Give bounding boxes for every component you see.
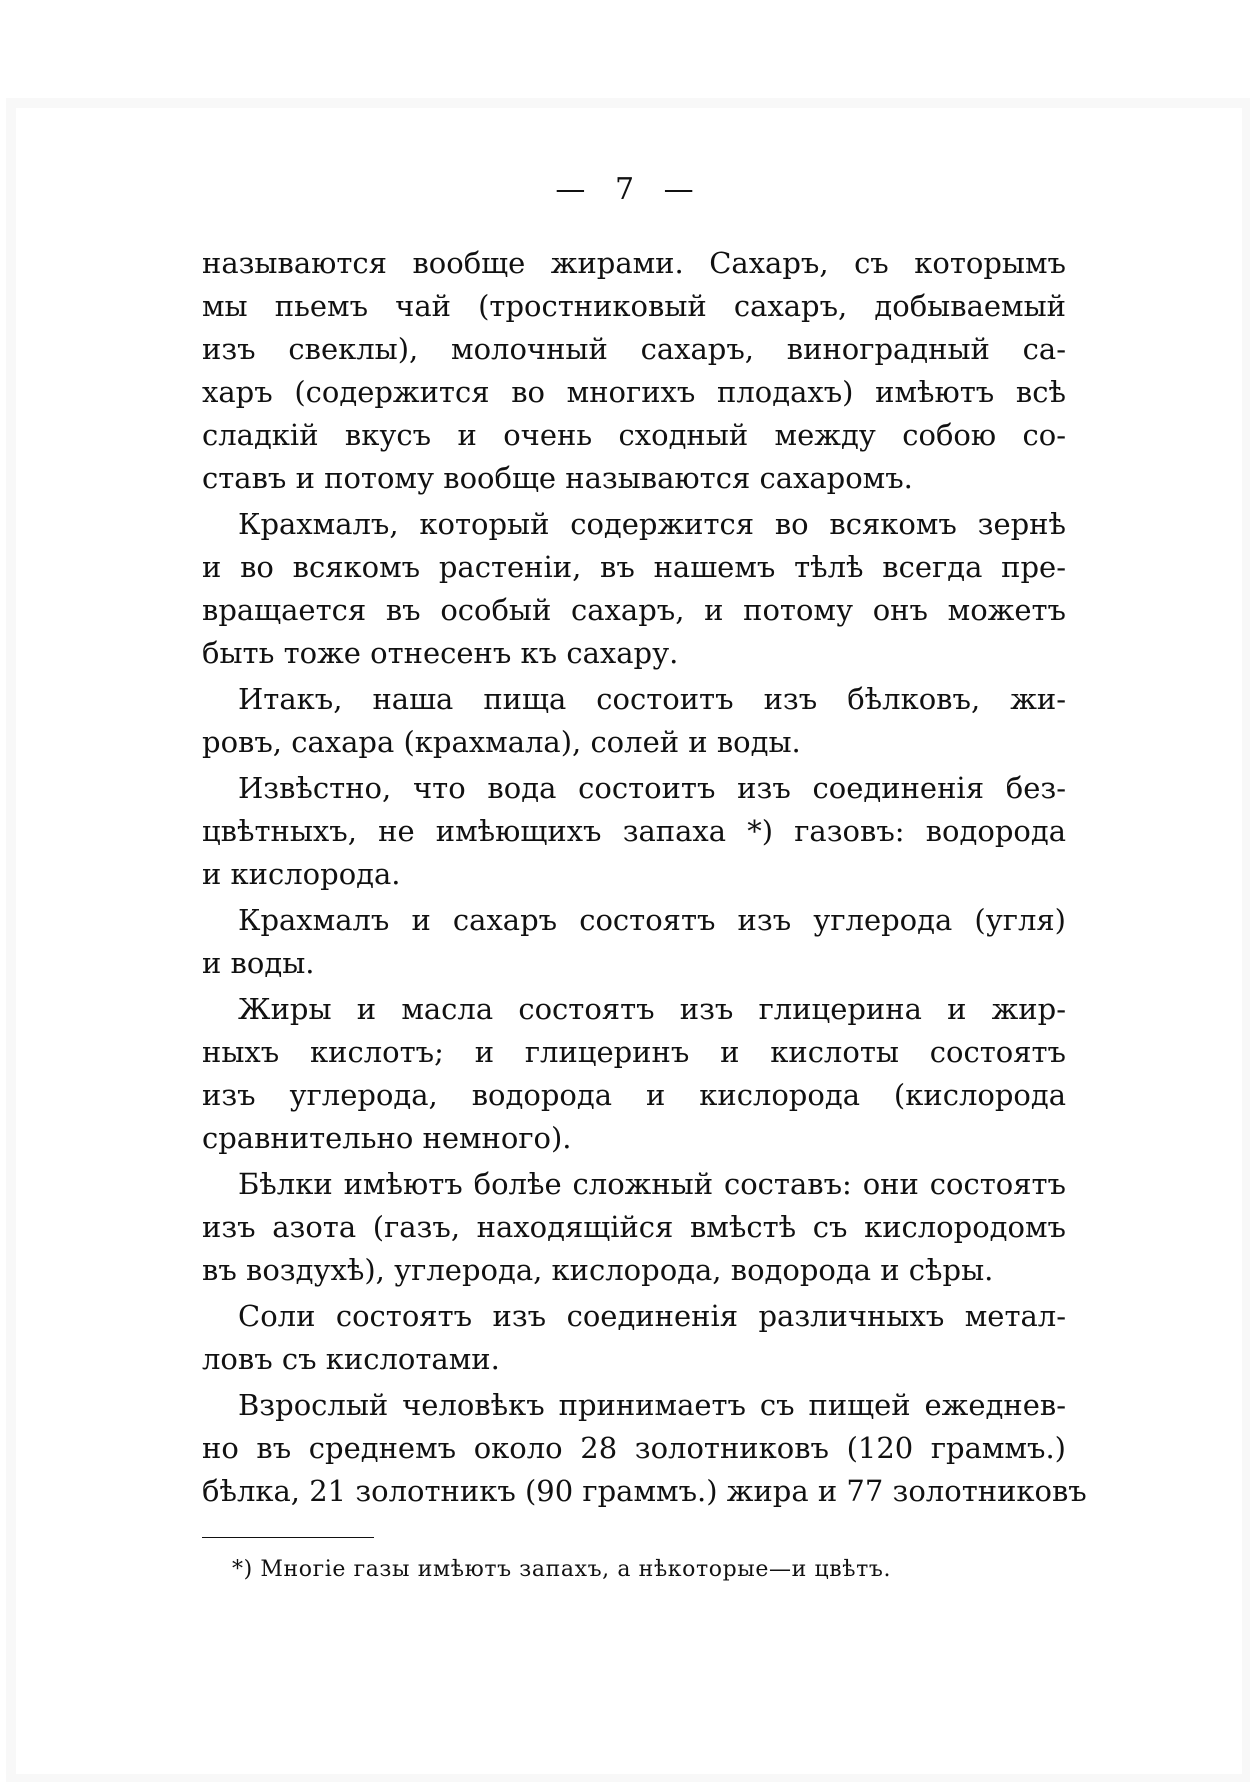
text-line: Итакъ, наша пища состоитъ изъ бѣлковъ, жи- [238, 682, 1066, 716]
text-line: ловъ съ кислотами. [202, 1342, 500, 1376]
text-line: Соли состоятъ изъ соединенія различныхъ метал- [238, 1299, 1066, 1333]
text-line: Крахмалъ, который содержится во всякомъ зернѣ [238, 507, 1066, 541]
text-line: ныхъ кислотъ; и глицеринъ и кислоты состоятъ [202, 1035, 1066, 1069]
text-line: мы пьемъ чай (тростниковый сахаръ, добываемый [202, 289, 1066, 323]
text-line: сладкій вкусъ и очень сходный между собою со- [202, 418, 1066, 452]
text-line: быть тоже отнесенъ къ сахару. [202, 636, 679, 670]
text-line: въ воздухѣ), углерода, кислорода, водорода и сѣры. [202, 1253, 994, 1287]
footnote: *) Многіе газы имѣютъ запахъ, а нѣкоторые—и цвѣтъ. [232, 1557, 892, 1582]
paragraph [202, 1384, 1087, 1513]
body-text [202, 242, 1087, 1513]
paragraph [202, 678, 1066, 764]
text-line: Взрослый человѣкъ принимаетъ съ пищей ежеднев- [238, 1388, 1066, 1422]
text-line: ставъ и потому вообще называются сахаромъ. [202, 461, 913, 495]
paragraph [202, 899, 1066, 985]
paragraph [202, 1163, 1066, 1292]
paragraph [202, 242, 1066, 500]
footnote-divider [202, 1537, 374, 1538]
text-line: но въ среднемъ около 28 золотниковъ (120 граммъ.) [202, 1431, 1066, 1465]
paragraph [202, 503, 1066, 675]
text-line: Жиры и масла состоятъ изъ глицерина и жир- [238, 992, 1066, 1026]
text-line: и во всякомъ растеніи, въ нашемъ тѣлѣ всегда пре- [202, 550, 1066, 584]
page-number: — 7 — [555, 172, 704, 207]
paragraph [202, 1295, 1066, 1381]
text-line: бѣлка, 21 золотникъ (90 граммъ.) жира и 77 золотниковъ [202, 1474, 1087, 1508]
text-line: харъ (содержится во многихъ плодахъ) имѣютъ всѣ [202, 375, 1066, 409]
text-line: сравнительно немного). [202, 1121, 572, 1155]
text-line: изъ свеклы), молочный сахаръ, виноградный са- [202, 332, 1066, 366]
text-line: и кислорода. [202, 857, 401, 891]
text-line: цвѣтныхъ, не имѣющихъ запаха *) газовъ: водорода [202, 814, 1066, 848]
text-line: вращается въ особый сахаръ, и потому онъ можетъ [202, 593, 1066, 627]
text-line: изъ углерода, водорода и кислорода (кислорода [202, 1078, 1066, 1112]
paragraph [202, 767, 1066, 896]
text-line: Бѣлки имѣютъ болѣе сложный составъ: они состоятъ [238, 1167, 1066, 1201]
text-line: изъ азота (газъ, находящійся вмѣстѣ съ кислородомъ [202, 1210, 1066, 1244]
paragraph [202, 988, 1066, 1160]
text-line: называются вообще жирами. Сахаръ, съ которымъ [202, 246, 1066, 280]
text-line: и воды. [202, 946, 315, 980]
text-line: Крахмалъ и сахаръ состоятъ изъ углерода (угля) [238, 903, 1066, 937]
text-line: ровъ, сахара (крахмала), солей и воды. [202, 725, 801, 759]
text-line: Извѣстно, что вода состоитъ изъ соединенія без- [238, 771, 1066, 805]
